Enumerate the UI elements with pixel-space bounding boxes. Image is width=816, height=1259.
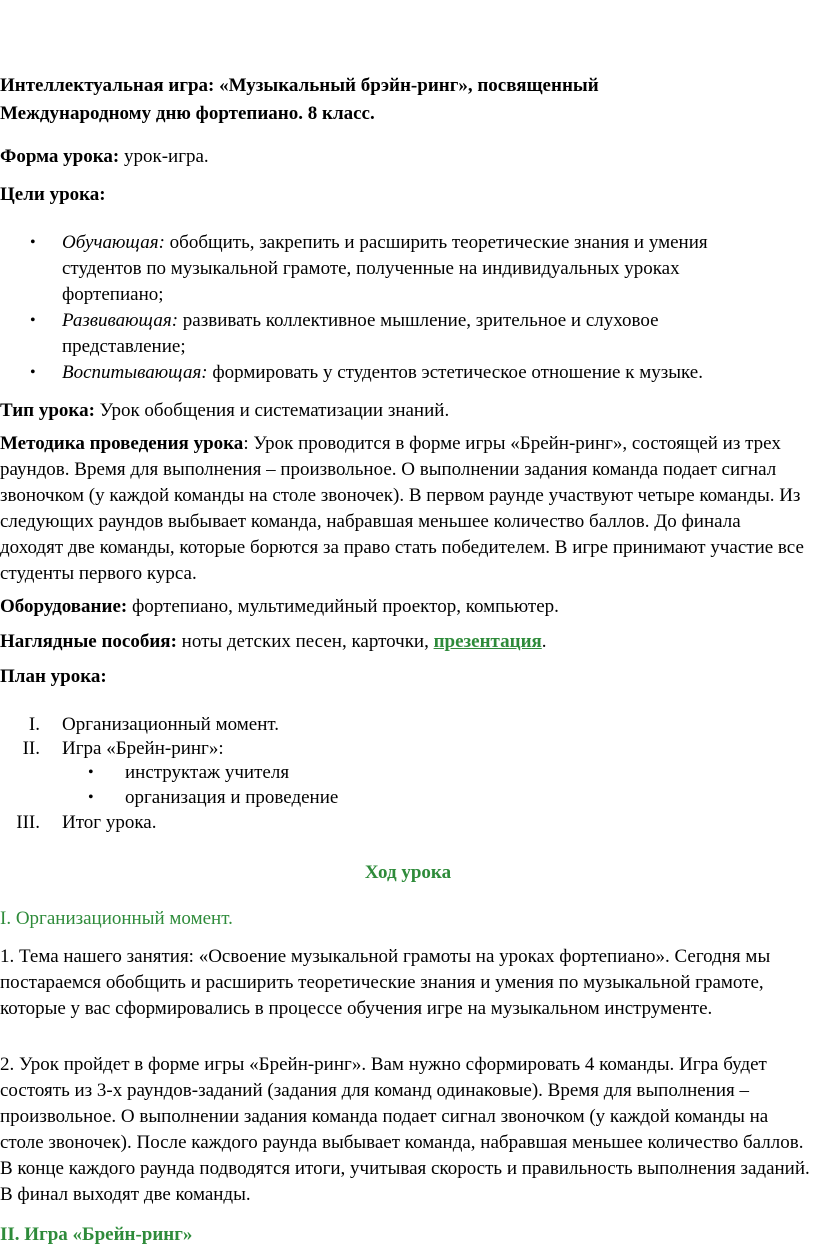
visual-aids-tail: . (541, 631, 547, 652)
equipment (0, 594, 810, 620)
goal-text: развивать коллективное мышление, зрительное и слуховое представление; (62, 310, 659, 357)
goal-label: Воспитывающая: (62, 362, 208, 383)
plan-item-text: Организационный момент. (62, 714, 279, 735)
plan-heading: План урока: (0, 666, 107, 687)
plan-item-number: III. (16, 812, 40, 833)
method-paragraph (0, 431, 806, 587)
lesson-type-label: Тип урока: (0, 400, 95, 421)
method-text: : Урок проводится в форме игры «Брейн-ринг», состоящей из трех раундов. Время для выполнения – произвольное. О выполнении задания команда подает сигнал звоночком (у каждой команды на столе звоночек). В первом раунде участвуют четыре команды. Из следующих раундов выбывает команда, набравшая меньшее количество баллов. До финала доходят две команды, которые борются за право стать победителем. В игре принимают участие все студенты первого курса. (0, 433, 804, 584)
lesson-type-value: Урок обобщения и систематизации знаний. (94, 400, 450, 421)
visual-aids-label: Наглядные пособия: (0, 631, 177, 652)
goal-label: Обучающая: (62, 232, 165, 253)
bullet-icon: • (88, 789, 94, 806)
lesson-form-label: Форма урока: (0, 146, 120, 167)
lesson-type (0, 398, 810, 424)
list-item (0, 308, 760, 360)
title-line-1: Интеллектуальная игра: «Музыкальный брэйн-ринг», посвященный (0, 75, 599, 96)
plan-item-text: Итог урока. (62, 812, 157, 833)
section-heading-2: II. Игра «Брейн-ринг» (0, 1224, 193, 1245)
plan-subitem-text: организация и проведение (125, 787, 339, 808)
bullet-icon: • (88, 764, 94, 781)
section-heading-1: I. Организационный момент. (0, 908, 233, 929)
goal-label: Развивающая: (62, 310, 179, 331)
plan-item-text: Игра «Брейн-ринг»: (62, 738, 224, 759)
plan-item-number: II. (22, 738, 40, 759)
list-item (0, 360, 760, 386)
goals-list (0, 230, 760, 386)
plan-subitem-text: инструктаж учителя (125, 762, 290, 783)
plan-item-number: I. (28, 714, 40, 735)
equipment-label: Оборудование: (0, 596, 128, 617)
goal-text: формировать у студентов эстетическое отношение к музыке. (207, 362, 703, 383)
goal-text: обобщить, закрепить и расширить теоретические знания и умения студентов по музыкальной грамоте, полученные на индивидуальных уроках фортепиано; (62, 232, 708, 305)
course-paragraph-1: 1. Тема нашего занятия: «Освоение музыкальной грамоты на уроках фортепиано». Сегодня мы постараемся обобщить и расширить теоретические знания и умения по музыкальной грамоте, которые у вас сформировались в процессе обучения игре на музыкальном инструменте. (0, 946, 771, 1019)
page-title (0, 72, 810, 128)
goals-heading: Цели урока: (0, 184, 106, 205)
lesson-form (0, 144, 810, 170)
equipment-value: фортепиано, мультимедийный проектор, компьютер. (127, 596, 559, 617)
list-item (0, 230, 760, 308)
course-heading: Ход урока (364, 862, 452, 883)
method-label: Методика проведения урока (0, 433, 244, 454)
visual-aids-value: ноты детских песен, карточки, (176, 631, 434, 652)
visual-aids (0, 629, 810, 655)
presentation-link[interactable]: презентация (433, 631, 542, 652)
lesson-form-value: урок-игра. (119, 146, 209, 167)
course-paragraph-2: 2. Урок пройдет в форме игры «Брейн-ринг». Вам нужно сформировать 4 команды. Игра будет состоять из 3-х раундов-заданий (задания для команд одинаковые). Время для выполнения – произвольное. О выполнении задания команда подает сигнал звоночком (у каждой команды на столе звоночек). После каждого раунда выбывает команда, набравшая меньшее количество баллов. В конце каждого раунда подводятся итоги, учитывая скорость и правильность выполнения заданий. В финал выходят две команды. (0, 1054, 810, 1205)
title-line-2: Международному дню фортепиано. 8 класс. (0, 103, 375, 124)
